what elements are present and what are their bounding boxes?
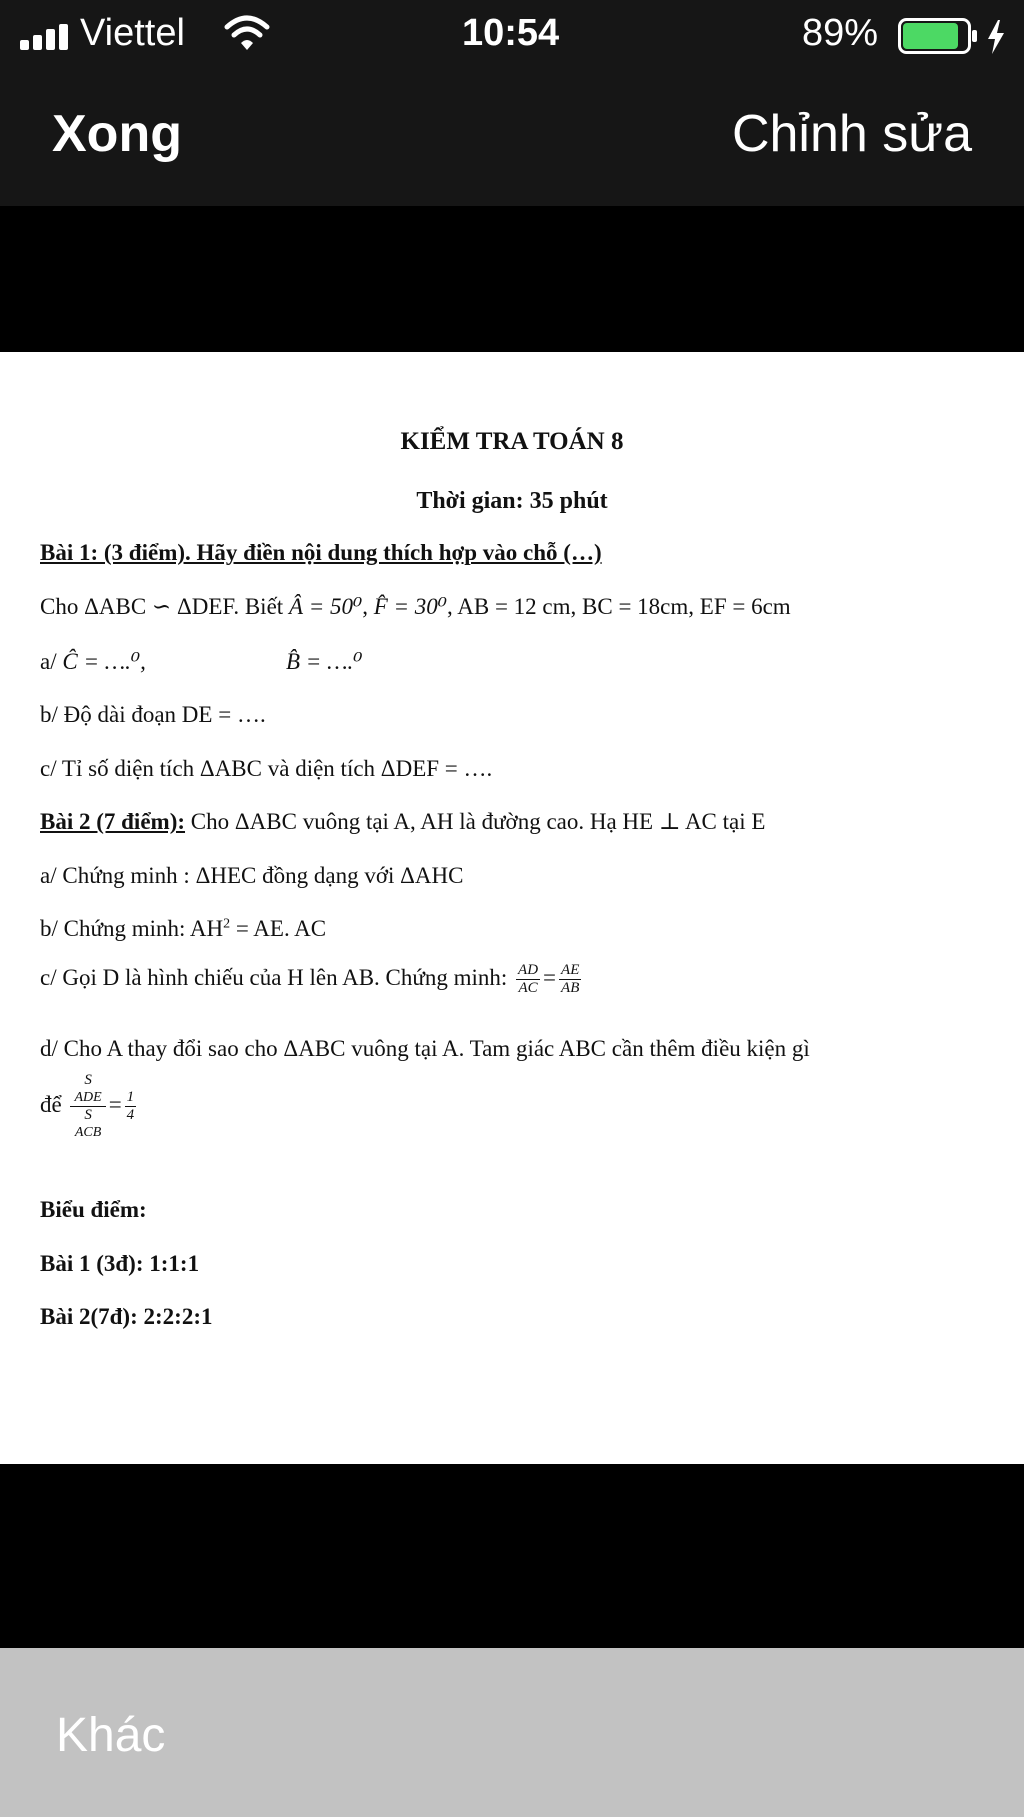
bai2-c-pre: c/ Gọi D là hình chiếu của H lên AB. Chứng minh: <box>40 964 514 990</box>
frac-num-sub: ADE <box>74 1090 102 1105</box>
bai1-a-label: a/ <box>40 649 63 674</box>
fraction-ae-ab <box>559 962 581 997</box>
cellular-signal-icon <box>20 24 72 50</box>
frac-num: AE <box>561 962 580 978</box>
frac-den-s: S <box>84 1107 92 1123</box>
bai2-d-pre: để <box>40 1091 68 1117</box>
frac-num: 1 <box>126 1089 135 1105</box>
bai2-intro <box>40 809 765 835</box>
document-image <box>0 352 1024 1464</box>
fraction-one-quarter <box>125 1089 137 1124</box>
fraction-ad-ac <box>516 962 540 997</box>
bai2-d-line1: d/ Cho A thay đổi sao cho ΔABC vuông tại A. Tam giác ABC cần thêm điều kiện gì <box>40 1036 810 1061</box>
frac-num: AD <box>518 962 539 978</box>
doc-subtitle: Thời gian: 35 phút <box>416 488 608 514</box>
frac-num <box>70 1072 105 1107</box>
bai1-b: b/ Độ dài đoạn DE = …. <box>40 702 266 727</box>
frac-num-s: S <box>84 1072 92 1088</box>
battery-icon <box>898 18 980 54</box>
nav-bar <box>0 70 1024 206</box>
bai2-a: a/ Chứng minh : ΔHEC đồng dạng với ΔAHC <box>40 863 464 888</box>
score-heading: Biểu điểm: <box>40 1197 147 1222</box>
status-time: 10:54 <box>462 12 560 54</box>
bai1-heading: Bài 1: (3 điểm). Hãy điền nội dung thích hợp vào chỗ (…) <box>40 540 602 565</box>
bai1-c: c/ Tỉ số diện tích ΔABC và diện tích ΔDEF = …. <box>40 756 493 781</box>
bai2-b <box>40 916 326 942</box>
bai2-intro-text: Cho ΔABC vuông tại A, AH là đường cao. Hạ HE ⊥ AC tại E <box>185 809 766 834</box>
wifi-icon <box>224 14 270 52</box>
frac-den: AC <box>518 980 538 996</box>
score-bai1: Bài 1 (3đ): 1:1:1 <box>40 1251 200 1276</box>
angle-c-blank: Ĉ = ….⁰, <box>62 649 146 674</box>
angle-f: F̂ = 30⁰ <box>373 594 448 619</box>
bai2-b-pre: b/ Chứng minh: AH <box>40 916 224 941</box>
doc-title: KIỂM TRA TOÁN 8 <box>400 428 624 455</box>
frac-den <box>70 1107 105 1141</box>
bai2-b-sup: 2 <box>223 916 231 932</box>
equals-sign: = <box>108 1091 122 1117</box>
frac-den: 4 <box>126 1107 135 1123</box>
angle-b-blank: B̂ = ….⁰ <box>286 649 363 674</box>
frac-den-sub: ACB <box>74 1125 102 1140</box>
fraction-area-ratio <box>70 1072 105 1141</box>
more-button[interactable]: Khác <box>56 1709 166 1762</box>
done-button[interactable]: Xong <box>52 105 182 163</box>
edit-button[interactable]: Chỉnh sửa <box>731 105 972 163</box>
battery-percentage: 89% <box>802 12 879 54</box>
charging-bolt-icon <box>986 20 1006 54</box>
bottom-bar <box>0 1648 1024 1817</box>
bai1-given-lengths: , AB = 12 cm, BC = 18cm, EF = 6cm <box>447 594 791 619</box>
bai1-a <box>40 649 146 675</box>
bai2-d-line2 <box>40 1072 139 1141</box>
bai1-given-text: Cho ΔABC ∽ ΔDEF. Biết <box>40 594 289 619</box>
bai2-heading: Bài 2 (7 điểm): <box>40 809 186 834</box>
bai2-b-post: = AE. AC <box>230 916 327 941</box>
frac-den: AB <box>561 980 580 996</box>
bai1-given: Cho ΔABC ∽ ΔDEF. Biết Â = 50⁰, F̂ = 30⁰, AB = 12 cm, BC = 18cm, EF = 6cm <box>40 594 791 619</box>
angle-a: Â = 50⁰ <box>288 594 363 619</box>
status-bar <box>0 0 1024 70</box>
score-bai2: Bài 2(7đ): 2:2:2:1 <box>40 1304 213 1329</box>
carrier-name: Viettel <box>80 12 185 54</box>
bai2-c <box>40 962 584 997</box>
equals-sign: = <box>543 964 557 990</box>
